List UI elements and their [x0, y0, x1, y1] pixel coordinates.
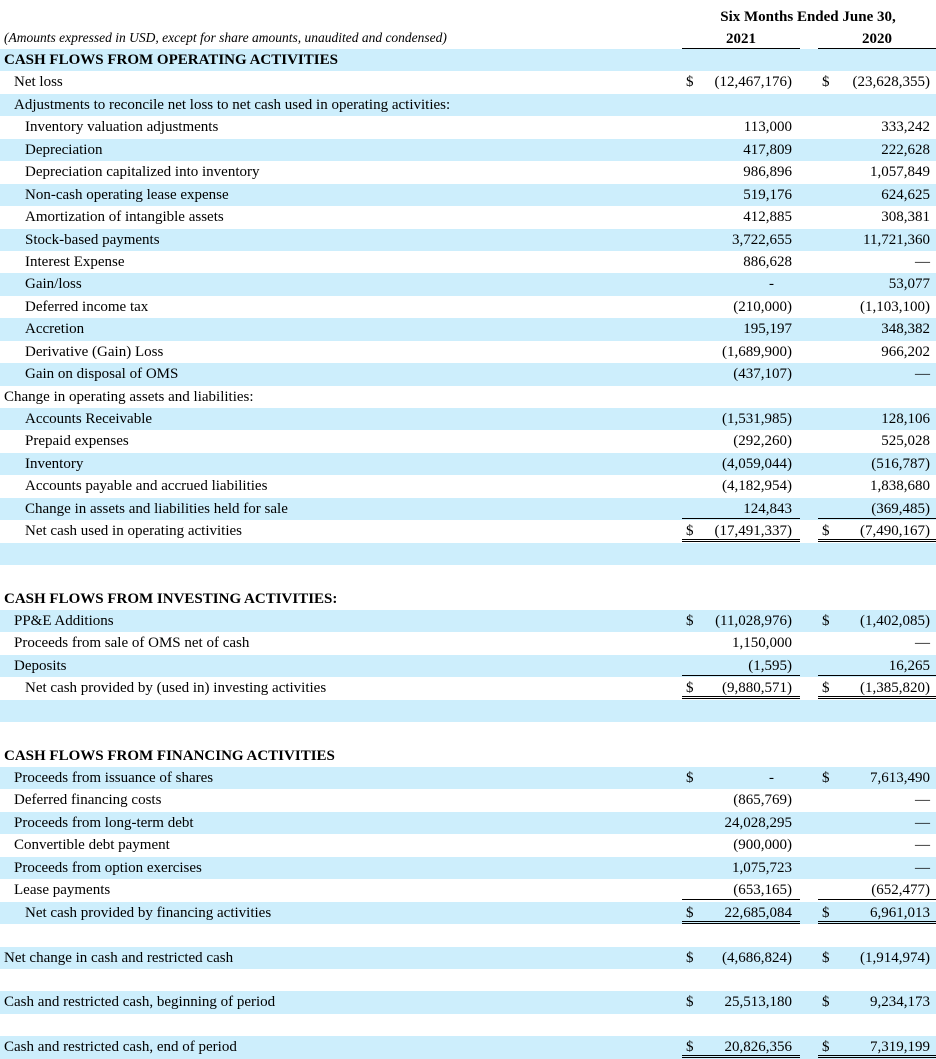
table-row — [0, 184, 936, 206]
amount-2020: 348,382 — [881, 321, 930, 338]
value-cell-2021 — [682, 408, 800, 430]
amount-2021: 25,513,180 — [724, 994, 792, 1011]
table-row — [0, 947, 936, 969]
value-cell-2021 — [682, 453, 800, 475]
table-row — [0, 229, 936, 251]
row-label: Accounts payable and accrued liabilities — [25, 478, 268, 495]
table-row — [0, 632, 936, 654]
amount-2020: (1,914,974) — [860, 949, 930, 966]
table-row — [0, 49, 936, 71]
currency-symbol: $ — [686, 770, 694, 786]
value-cell-2020 — [818, 857, 936, 879]
row-label: Cash and restricted cash, end of period — [4, 1039, 237, 1056]
amount-2020: 333,242 — [881, 119, 930, 136]
table-row — [0, 722, 936, 744]
amount-2021: 986,896 — [743, 164, 792, 181]
row-label: Interest Expense — [25, 253, 125, 270]
value-cell-2021 — [682, 812, 800, 834]
amount-2020: — — [915, 859, 930, 876]
row-label: Net change in cash and restricted cash — [4, 949, 234, 966]
statement-header — [0, 0, 936, 49]
amount-2020: 1,838,680 — [870, 478, 930, 495]
table-row — [0, 565, 936, 587]
row-label: Inventory valuation adjustments — [25, 119, 219, 136]
value-cell-2021 — [682, 947, 800, 969]
row-label: Proceeds from issuance of shares — [14, 770, 214, 786]
table-row — [0, 430, 936, 452]
amount-2020: — — [915, 814, 930, 831]
amount-2020: 9,234,173 — [870, 994, 930, 1011]
table-row — [0, 655, 936, 677]
value-cell-2021 — [682, 789, 800, 811]
currency-symbol: $ — [686, 612, 694, 629]
value-cell-2020 — [818, 229, 936, 251]
value-cell-2021 — [682, 71, 800, 93]
amount-2021: 412,885 — [743, 209, 792, 226]
amount-2020: (1,385,820) — [860, 680, 930, 697]
value-cell-2021 — [682, 879, 800, 900]
row-label: Change in assets and liabilities held for sale — [25, 500, 288, 517]
amount-2021: (292,260) — [733, 433, 792, 450]
value-cell-2020 — [818, 991, 936, 1013]
amount-2021: 195,197 — [743, 321, 792, 338]
amount-2020: 53,077 — [888, 276, 930, 293]
row-label: Net loss — [14, 74, 63, 91]
value-cell-2020 — [818, 116, 936, 138]
table-row — [0, 206, 936, 228]
amount-2020: — — [915, 366, 930, 383]
row-label: Adjustments to reconcile net loss to net cash used in operating activities: — [14, 96, 451, 113]
amount-2020: 11,721,360 — [863, 231, 930, 248]
currency-symbol: $ — [822, 949, 830, 966]
amount-2021: 1,075,723 — [732, 859, 792, 876]
amount-2020: (652,477) — [871, 882, 930, 899]
amount-2020: 525,028 — [881, 433, 930, 450]
amount-2020: (369,485) — [871, 500, 930, 517]
amount-2020: — — [915, 837, 930, 854]
amount-2020: (1,103,100) — [860, 298, 930, 315]
row-label: Proceeds from long-term debt — [14, 814, 194, 831]
section-heading: CASH FLOWS FROM FINANCING ACTIVITIES — [4, 747, 335, 764]
row-label: Depreciation — [25, 141, 103, 158]
table-row — [0, 71, 936, 93]
table-row — [0, 139, 936, 161]
amount-2020: 6,961,013 — [870, 904, 930, 921]
value-cell-2021 — [682, 206, 800, 228]
table-row — [0, 924, 936, 946]
value-cell-2020 — [818, 408, 936, 430]
amount-2021: (437,107) — [733, 366, 792, 383]
value-cell-2021 — [682, 834, 800, 856]
table-row — [0, 902, 936, 924]
amount-2021: (1,595) — [748, 657, 792, 674]
currency-symbol: $ — [822, 612, 830, 629]
table-row — [0, 588, 936, 610]
value-cell-2020 — [818, 475, 936, 497]
currency-symbol: $ — [822, 74, 830, 91]
table-row — [0, 318, 936, 340]
year-2020-heading: 2020 — [818, 31, 936, 49]
row-label: Gain on disposal of OMS — [25, 366, 179, 383]
amounts-note: (Amounts expressed in USD, except for share amounts, unaudited and condensed) — [4, 30, 447, 45]
currency-symbol: $ — [686, 1039, 694, 1056]
currency-symbol: $ — [822, 523, 830, 540]
value-cell-2020 — [818, 812, 936, 834]
amount-2020: 7,319,199 — [870, 1039, 930, 1056]
table-row — [0, 475, 936, 497]
table-row — [0, 251, 936, 273]
amount-2020: 1,057,849 — [870, 164, 930, 181]
row-label: Deferred income tax — [25, 298, 149, 315]
table-row — [0, 610, 936, 632]
value-cell-2020 — [818, 610, 936, 632]
value-cell-2020 — [818, 879, 936, 900]
table-row — [0, 273, 936, 295]
row-label: Net cash used in operating activities — [25, 523, 243, 540]
section-heading: CASH FLOWS FROM INVESTING ACTIVITIES: — [4, 590, 338, 607]
table-row — [0, 161, 936, 183]
value-cell-2020 — [818, 273, 936, 295]
value-cell-2021 — [682, 610, 800, 632]
amount-2021: 417,809 — [743, 141, 792, 158]
table-row — [0, 341, 936, 363]
amount-2021: 20,826,356 — [724, 1039, 792, 1056]
row-label: Proceeds from option exercises — [14, 859, 202, 876]
row-label: Convertible debt payment — [14, 837, 170, 854]
value-cell-2020 — [818, 453, 936, 475]
value-cell-2020 — [818, 677, 936, 699]
amount-2020: 624,625 — [881, 186, 930, 203]
value-cell-2020 — [818, 139, 936, 161]
value-cell-2021 — [682, 1036, 800, 1058]
value-cell-2021 — [682, 857, 800, 879]
table-row — [0, 834, 936, 856]
period-heading: Six Months Ended June 30, — [720, 9, 896, 25]
amount-2021: (865,769) — [733, 792, 792, 809]
row-label: Net cash provided by (used in) investing activities — [25, 680, 327, 697]
amount-2020: 128,106 — [881, 411, 930, 427]
value-cell-2021 — [682, 363, 800, 385]
row-label: Amortization of intangible assets — [25, 209, 224, 226]
row-label: PP&E Additions — [14, 612, 114, 629]
currency-symbol: $ — [822, 770, 830, 786]
amount-2020: (23,628,355) — [852, 74, 930, 91]
value-cell-2021 — [682, 341, 800, 363]
row-label: Gain/loss — [25, 276, 82, 293]
value-cell-2021 — [682, 902, 800, 924]
row-label: Lease payments — [14, 882, 111, 899]
value-cell-2020 — [818, 71, 936, 93]
row-label: Deposits — [14, 657, 67, 674]
table-row — [0, 363, 936, 385]
amount-2021: (4,059,044) — [722, 455, 792, 472]
amount-2020: — — [915, 792, 930, 809]
amount-2021: (11,028,976) — [715, 612, 792, 629]
currency-symbol: $ — [822, 904, 830, 921]
table-row — [0, 677, 936, 699]
amount-2021: 24,028,295 — [724, 814, 792, 831]
amount-2021: - — [769, 276, 774, 293]
amount-2021: 886,628 — [743, 253, 792, 270]
value-cell-2021 — [682, 475, 800, 497]
value-cell-2021 — [682, 116, 800, 138]
value-cell-2021 — [682, 273, 800, 295]
currency-symbol: $ — [686, 904, 694, 921]
table-row — [0, 94, 936, 116]
currency-symbol: $ — [822, 680, 830, 697]
value-cell-2020 — [818, 520, 936, 542]
table-row — [0, 296, 936, 318]
value-cell-2020 — [818, 902, 936, 924]
table-row — [0, 991, 936, 1013]
currency-symbol: $ — [686, 949, 694, 966]
table-row — [0, 969, 936, 991]
statement-rows — [0, 49, 936, 1059]
year-2021-heading: 2021 — [682, 31, 800, 49]
row-label: Prepaid expenses — [25, 433, 129, 450]
table-row — [0, 1014, 936, 1036]
table-row — [0, 498, 936, 520]
value-cell-2020 — [818, 430, 936, 452]
amount-2021: (653,165) — [733, 882, 792, 899]
amount-2021: 3,722,655 — [732, 231, 792, 248]
table-row — [0, 767, 936, 789]
amount-2021: (1,689,900) — [722, 343, 792, 360]
currency-symbol: $ — [686, 523, 694, 540]
amount-2021: (12,467,176) — [714, 74, 792, 91]
value-cell-2020 — [818, 184, 936, 206]
row-label: Non-cash operating lease expense — [25, 186, 229, 203]
row-label: Accounts Receivable — [25, 411, 153, 427]
value-cell-2021 — [682, 655, 800, 676]
amount-2020: 308,381 — [881, 209, 930, 226]
value-cell-2020 — [818, 341, 936, 363]
value-cell-2021 — [682, 184, 800, 206]
value-cell-2021 — [682, 318, 800, 340]
amount-2021: (1,531,985) — [722, 411, 792, 427]
table-row — [0, 745, 936, 767]
row-label: Depreciation capitalized into inventory — [25, 164, 260, 181]
amount-2020: (1,402,085) — [860, 612, 930, 629]
table-row — [0, 520, 936, 542]
table-row — [0, 1036, 936, 1058]
value-cell-2021 — [682, 296, 800, 318]
amount-2020: 222,628 — [881, 141, 930, 158]
value-cell-2021 — [682, 767, 800, 789]
value-cell-2020 — [818, 363, 936, 385]
table-row — [0, 879, 936, 901]
value-cell-2021 — [682, 229, 800, 251]
amount-2020: — — [915, 635, 930, 652]
table-row — [0, 408, 936, 430]
currency-symbol: $ — [686, 994, 694, 1011]
row-label: Inventory — [25, 455, 84, 472]
currency-symbol: $ — [686, 680, 694, 697]
amount-2021: 519,176 — [743, 186, 792, 203]
currency-symbol: $ — [686, 74, 694, 91]
amount-2021: - — [769, 770, 774, 786]
row-label: Derivative (Gain) Loss — [25, 343, 164, 360]
row-label: Stock-based payments — [25, 231, 160, 248]
value-cell-2020 — [818, 161, 936, 183]
amount-2020: (7,490,167) — [860, 523, 930, 540]
value-cell-2021 — [682, 139, 800, 161]
table-row — [0, 700, 936, 722]
table-row — [0, 543, 936, 565]
amount-2021: (900,000) — [733, 837, 792, 854]
value-cell-2020 — [818, 834, 936, 856]
amount-2021: (210,000) — [733, 298, 792, 315]
table-row — [0, 386, 936, 408]
table-row — [0, 453, 936, 475]
table-row — [0, 857, 936, 879]
table-row — [0, 116, 936, 138]
table-row — [0, 789, 936, 811]
amount-2021: 1,150,000 — [732, 635, 792, 652]
amount-2021: (17,491,337) — [714, 523, 792, 540]
row-label: Net cash provided by financing activities — [25, 904, 272, 921]
value-cell-2020 — [818, 206, 936, 228]
amount-2021: (4,686,824) — [722, 949, 792, 966]
amount-2021: (9,880,571) — [722, 680, 792, 697]
amount-2020: 16,265 — [888, 657, 930, 674]
value-cell-2020 — [818, 251, 936, 273]
value-cell-2020 — [818, 296, 936, 318]
value-cell-2021 — [682, 251, 800, 273]
value-cell-2021 — [682, 430, 800, 452]
amount-2020: — — [915, 253, 930, 270]
row-label: Deferred financing costs — [14, 792, 162, 809]
value-cell-2021 — [682, 498, 800, 519]
amount-2021: (4,182,954) — [722, 478, 792, 495]
value-cell-2020 — [818, 318, 936, 340]
section-heading: CASH FLOWS FROM OPERATING ACTIVITIES — [4, 52, 338, 68]
value-cell-2021 — [682, 520, 800, 542]
row-label: Proceeds from sale of OMS net of cash — [14, 635, 250, 652]
value-cell-2020 — [818, 767, 936, 789]
amount-2021: 113,000 — [743, 119, 792, 136]
amount-2020: 966,202 — [881, 343, 930, 360]
amount-2021: 124,843 — [743, 500, 792, 517]
value-cell-2020 — [818, 1036, 936, 1058]
value-cell-2021 — [682, 677, 800, 699]
value-cell-2020 — [818, 789, 936, 811]
value-cell-2020 — [818, 655, 936, 676]
value-cell-2020 — [818, 632, 936, 654]
value-cell-2021 — [682, 632, 800, 654]
value-cell-2020 — [818, 498, 936, 519]
row-label: Accretion — [25, 321, 85, 338]
row-label: Cash and restricted cash, beginning of period — [4, 994, 276, 1011]
row-label: Change in operating assets and liabilities: — [4, 388, 254, 405]
table-row — [0, 812, 936, 834]
amount-2020: (516,787) — [871, 455, 930, 472]
amount-2020: 7,613,490 — [870, 770, 930, 786]
value-cell-2020 — [818, 947, 936, 969]
currency-symbol: $ — [822, 1039, 830, 1056]
value-cell-2021 — [682, 991, 800, 1013]
value-cell-2021 — [682, 161, 800, 183]
amount-2021: 22,685,084 — [724, 904, 792, 921]
currency-symbol: $ — [822, 994, 830, 1011]
